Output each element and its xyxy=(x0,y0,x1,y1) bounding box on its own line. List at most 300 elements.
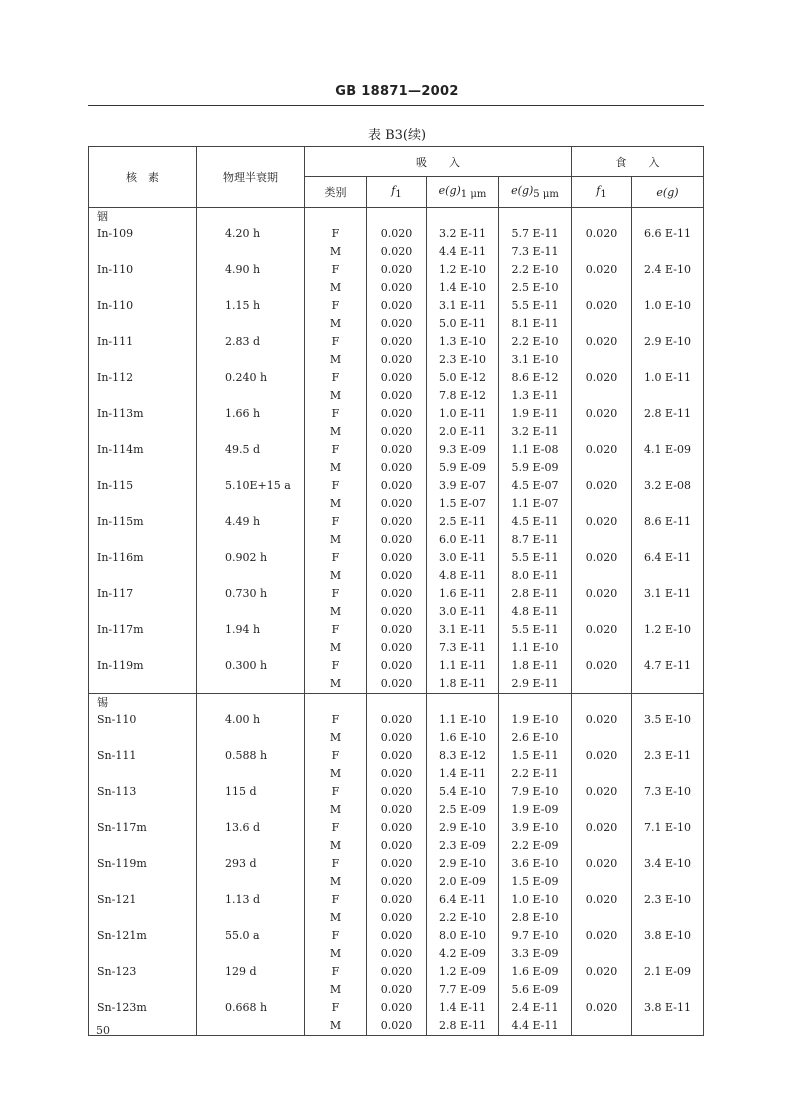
table-row xyxy=(89,585,704,603)
f1-ingestion-cell: 0.020 xyxy=(572,477,632,495)
eg-ingestion-cell: 4.7 E-11 xyxy=(632,657,704,675)
dose-coefficient-table xyxy=(88,146,704,1036)
type-cell: F xyxy=(305,927,367,945)
type-cell: F xyxy=(305,297,367,315)
f1-inhalation-cell: 0.020 xyxy=(367,477,427,495)
half-life-cell: 1.15 h xyxy=(197,297,305,315)
eg-1um-cell: 5.0 E-11 xyxy=(427,315,499,333)
table-row xyxy=(89,675,704,694)
f1-ingestion-cell xyxy=(572,675,632,694)
eg-1um-cell: 2.9 E-10 xyxy=(427,819,499,837)
eg-ingestion-cell xyxy=(632,1017,704,1036)
table-row xyxy=(89,945,704,963)
half-life-cell xyxy=(197,531,305,549)
eg-ingestion-cell xyxy=(632,873,704,891)
f1-inhalation-cell: 0.020 xyxy=(367,441,427,459)
f1-ingestion-cell xyxy=(572,639,632,657)
eg-5um-cell: 1.1 E-10 xyxy=(499,639,572,657)
f1-ingestion-cell xyxy=(572,729,632,747)
f1-inhalation-cell: 0.020 xyxy=(367,801,427,819)
eg-1um-cell: 8.0 E-10 xyxy=(427,927,499,945)
table-row xyxy=(89,477,704,495)
eg-ingestion-cell xyxy=(632,801,704,819)
eg-1um-cell: 3.0 E-11 xyxy=(427,549,499,567)
eg-5um-cell: 4.4 E-11 xyxy=(499,1017,572,1036)
type-cell: M xyxy=(305,909,367,927)
f1-ingestion-cell: 0.020 xyxy=(572,891,632,909)
half-life-cell xyxy=(197,909,305,927)
eg-ingestion-cell: 3.1 E-11 xyxy=(632,585,704,603)
table-row xyxy=(89,801,704,819)
f1-inhalation-cell: 0.020 xyxy=(367,819,427,837)
nuclide-cell: In-114m xyxy=(89,441,197,459)
eg-1um-cell: 2.0 E-11 xyxy=(427,423,499,441)
eg-ingestion-cell xyxy=(632,981,704,999)
col-header-f1-inhalation: $f_1$ xyxy=(367,177,427,208)
f1-inhalation-cell: 0.020 xyxy=(367,567,427,585)
table-row xyxy=(89,441,704,459)
f1-inhalation-cell: 0.020 xyxy=(367,1017,427,1036)
eg-5um-cell: 1.1 E-07 xyxy=(499,495,572,513)
half-life-cell xyxy=(197,279,305,297)
col-header-type: 类别 xyxy=(305,177,367,208)
half-life-cell: 0.902 h xyxy=(197,549,305,567)
f1-inhalation-cell: 0.020 xyxy=(367,387,427,405)
eg-ingestion-cell: 2.4 E-10 xyxy=(632,261,704,279)
col-header-eg-1um: $e(g)_{1 \mu m}$ xyxy=(427,177,499,208)
eg-1um-cell: 1.4 E-11 xyxy=(427,765,499,783)
eg-1um-cell: 5.9 E-09 xyxy=(427,459,499,477)
half-life-cell xyxy=(197,243,305,261)
half-life-cell: 55.0 a xyxy=(197,927,305,945)
half-life-cell: 293 d xyxy=(197,855,305,873)
eg-1um-cell: 2.8 E-11 xyxy=(427,1017,499,1036)
eg-ingestion-cell xyxy=(632,639,704,657)
f1-inhalation-cell: 0.020 xyxy=(367,639,427,657)
f1-inhalation-cell: 0.020 xyxy=(367,549,427,567)
eg-5um-cell: 1.3 E-11 xyxy=(499,387,572,405)
f1-inhalation-cell: 0.020 xyxy=(367,351,427,369)
eg-ingestion-cell: 6.6 E-11 xyxy=(632,225,704,243)
eg-1um-cell: 4.4 E-11 xyxy=(427,243,499,261)
f1-inhalation-cell: 0.020 xyxy=(367,369,427,387)
table-row xyxy=(89,531,704,549)
half-life-cell: 4.90 h xyxy=(197,261,305,279)
table-caption: 表 B3(续) xyxy=(367,128,427,143)
f1-inhalation-cell: 0.020 xyxy=(367,711,427,729)
eg-5um-cell: 3.9 E-10 xyxy=(499,819,572,837)
nuclide-cell: Sn-117m xyxy=(89,819,197,837)
nuclide-cell: In-115m xyxy=(89,513,197,531)
table-row xyxy=(89,891,704,909)
f1-ingestion-cell: 0.020 xyxy=(572,927,632,945)
nuclide-cell xyxy=(89,495,197,513)
f1-ingestion-cell xyxy=(572,495,632,513)
f1-inhalation-cell: 0.020 xyxy=(367,675,427,694)
nuclide-cell: Sn-113 xyxy=(89,783,197,801)
table-row xyxy=(89,999,704,1017)
eg-ingestion-cell: 3.8 E-10 xyxy=(632,927,704,945)
f1-inhalation-cell: 0.020 xyxy=(367,873,427,891)
eg-1um-cell: 2.2 E-10 xyxy=(427,909,499,927)
nuclide-cell xyxy=(89,837,197,855)
type-cell: M xyxy=(305,801,367,819)
f1-inhalation-cell: 0.020 xyxy=(367,513,427,531)
f1-inhalation-cell: 0.020 xyxy=(367,243,427,261)
eg-1um-cell: 1.4 E-11 xyxy=(427,999,499,1017)
eg-5um-cell: 4.8 E-11 xyxy=(499,603,572,621)
eg-ingestion-cell xyxy=(632,837,704,855)
eg-1um-cell: 3.2 E-11 xyxy=(427,225,499,243)
f1-inhalation-cell: 0.020 xyxy=(367,405,427,423)
eg-ingestion-cell: 1.0 E-10 xyxy=(632,297,704,315)
eg-5um-cell: 2.2 E-09 xyxy=(499,837,572,855)
eg-ingestion-cell: 6.4 E-11 xyxy=(632,549,704,567)
half-life-cell: 4.20 h xyxy=(197,225,305,243)
type-cell: F xyxy=(305,549,367,567)
table-row xyxy=(89,369,704,387)
table-row xyxy=(89,783,704,801)
table-row xyxy=(89,855,704,873)
type-cell: M xyxy=(305,387,367,405)
f1-ingestion-cell xyxy=(572,873,632,891)
half-life-cell xyxy=(197,351,305,369)
eg-5um-cell: 1.8 E-11 xyxy=(499,657,572,675)
table-row xyxy=(89,459,704,477)
eg-ingestion-cell xyxy=(632,243,704,261)
nuclide-cell xyxy=(89,531,197,549)
page-number: 50 xyxy=(96,1024,110,1037)
eg-ingestion-cell xyxy=(632,387,704,405)
type-cell: M xyxy=(305,315,367,333)
nuclide-cell xyxy=(89,387,197,405)
type-cell: M xyxy=(305,243,367,261)
table-row xyxy=(89,639,704,657)
type-cell: M xyxy=(305,675,367,694)
eg-ingestion-cell: 2.1 E-09 xyxy=(632,963,704,981)
type-cell: M xyxy=(305,459,367,477)
f1-ingestion-cell xyxy=(572,765,632,783)
nuclide-cell: In-113m xyxy=(89,405,197,423)
half-life-cell xyxy=(197,423,305,441)
table-row xyxy=(89,819,704,837)
nuclide-cell: In-112 xyxy=(89,369,197,387)
f1-inhalation-cell: 0.020 xyxy=(367,783,427,801)
f1-ingestion-cell xyxy=(572,1017,632,1036)
eg-5um-cell: 5.5 E-11 xyxy=(499,549,572,567)
eg-5um-cell: 2.4 E-11 xyxy=(499,999,572,1017)
col-header-half-life: 物理半衰期 xyxy=(197,147,305,208)
f1-ingestion-cell xyxy=(572,603,632,621)
type-cell: M xyxy=(305,279,367,297)
f1-inhalation-cell: 0.020 xyxy=(367,279,427,297)
half-life-cell xyxy=(197,603,305,621)
table-row xyxy=(89,837,704,855)
nuclide-cell: Sn-119m xyxy=(89,855,197,873)
type-cell: F xyxy=(305,369,367,387)
f1-ingestion-cell xyxy=(572,837,632,855)
f1-inhalation-cell: 0.020 xyxy=(367,261,427,279)
f1-ingestion-cell xyxy=(572,315,632,333)
type-cell: M xyxy=(305,765,367,783)
type-cell: F xyxy=(305,963,367,981)
nuclide-cell: In-117 xyxy=(89,585,197,603)
nuclide-cell xyxy=(89,945,197,963)
f1-ingestion-cell xyxy=(572,801,632,819)
table-row xyxy=(89,279,704,297)
eg-1um-cell: 9.3 E-09 xyxy=(427,441,499,459)
nuclide-cell: In-110 xyxy=(89,261,197,279)
eg-ingestion-cell: 3.8 E-11 xyxy=(632,999,704,1017)
type-cell: F xyxy=(305,999,367,1017)
nuclide-cell xyxy=(89,423,197,441)
eg-ingestion-cell: 7.1 E-10 xyxy=(632,819,704,837)
f1-inhalation-cell: 0.020 xyxy=(367,729,427,747)
half-life-cell xyxy=(197,567,305,585)
f1-ingestion-cell: 0.020 xyxy=(572,855,632,873)
half-life-cell: 4.49 h xyxy=(197,513,305,531)
table-row xyxy=(89,495,704,513)
type-cell: M xyxy=(305,423,367,441)
f1-inhalation-cell: 0.020 xyxy=(367,855,427,873)
eg-5um-cell: 3.1 E-10 xyxy=(499,351,572,369)
eg-ingestion-cell xyxy=(632,495,704,513)
nuclide-cell: In-109 xyxy=(89,225,197,243)
half-life-cell xyxy=(197,315,305,333)
eg-1um-cell: 2.0 E-09 xyxy=(427,873,499,891)
type-cell: F xyxy=(305,477,367,495)
f1-ingestion-cell xyxy=(572,351,632,369)
f1-ingestion-cell: 0.020 xyxy=(572,333,632,351)
eg-5um-cell: 1.6 E-09 xyxy=(499,963,572,981)
eg-1um-cell: 1.2 E-09 xyxy=(427,963,499,981)
f1-ingestion-cell: 0.020 xyxy=(572,513,632,531)
type-cell: M xyxy=(305,1017,367,1036)
f1-ingestion-cell: 0.020 xyxy=(572,261,632,279)
f1-inhalation-cell: 0.020 xyxy=(367,657,427,675)
eg-1um-cell: 2.3 E-10 xyxy=(427,351,499,369)
table-row xyxy=(89,387,704,405)
eg-ingestion-cell xyxy=(632,567,704,585)
eg-1um-cell: 2.9 E-10 xyxy=(427,855,499,873)
nuclide-cell xyxy=(89,459,197,477)
f1-ingestion-cell: 0.020 xyxy=(572,819,632,837)
eg-1um-cell: 3.0 E-11 xyxy=(427,603,499,621)
table-row xyxy=(89,981,704,999)
table-row xyxy=(89,927,704,945)
nuclide-cell: Sn-123 xyxy=(89,963,197,981)
eg-1um-cell: 1.4 E-10 xyxy=(427,279,499,297)
eg-1um-cell: 7.8 E-12 xyxy=(427,387,499,405)
eg-1um-cell: 1.1 E-10 xyxy=(427,711,499,729)
f1-inhalation-cell: 0.020 xyxy=(367,765,427,783)
eg-5um-cell: 2.2 E-10 xyxy=(499,261,572,279)
type-cell: F xyxy=(305,711,367,729)
f1-ingestion-cell: 0.020 xyxy=(572,585,632,603)
table-row xyxy=(89,513,704,531)
eg-ingestion-cell xyxy=(632,279,704,297)
eg-ingestion-cell: 3.4 E-10 xyxy=(632,855,704,873)
eg-ingestion-cell xyxy=(632,729,704,747)
table-row xyxy=(89,225,704,243)
f1-inhalation-cell: 0.020 xyxy=(367,315,427,333)
eg-5um-cell: 8.6 E-12 xyxy=(499,369,572,387)
f1-inhalation-cell: 0.020 xyxy=(367,945,427,963)
f1-inhalation-cell: 0.020 xyxy=(367,495,427,513)
type-cell: F xyxy=(305,891,367,909)
nuclide-cell: Sn-111 xyxy=(89,747,197,765)
eg-5um-cell: 1.9 E-10 xyxy=(499,711,572,729)
f1-ingestion-cell xyxy=(572,387,632,405)
nuclide-cell xyxy=(89,351,197,369)
eg-5um-cell: 1.5 E-11 xyxy=(499,747,572,765)
eg-5um-cell: 7.9 E-10 xyxy=(499,783,572,801)
type-cell: F xyxy=(305,405,367,423)
half-life-cell: 0.730 h xyxy=(197,585,305,603)
table-row xyxy=(89,621,704,639)
nuclide-cell: In-110 xyxy=(89,297,197,315)
eg-1um-cell: 1.5 E-07 xyxy=(427,495,499,513)
eg-5um-cell: 2.8 E-10 xyxy=(499,909,572,927)
type-cell: M xyxy=(305,495,367,513)
f1-inhalation-cell: 0.020 xyxy=(367,981,427,999)
eg-ingestion-cell: 2.3 E-11 xyxy=(632,747,704,765)
type-cell: F xyxy=(305,333,367,351)
f1-ingestion-cell: 0.020 xyxy=(572,747,632,765)
eg-ingestion-cell xyxy=(632,531,704,549)
nuclide-cell: Sn-121m xyxy=(89,927,197,945)
nuclide-cell xyxy=(89,279,197,297)
eg-1um-cell: 4.2 E-09 xyxy=(427,945,499,963)
eg-ingestion-cell xyxy=(632,603,704,621)
half-life-cell: 4.00 h xyxy=(197,711,305,729)
eg-5um-cell: 2.2 E-10 xyxy=(499,333,572,351)
col-header-nuclide: 核 素 xyxy=(89,147,197,208)
eg-1um-cell: 2.5 E-09 xyxy=(427,801,499,819)
half-life-cell: 0.668 h xyxy=(197,999,305,1017)
f1-inhalation-cell: 0.020 xyxy=(367,621,427,639)
nuclide-cell xyxy=(89,603,197,621)
eg-5um-cell: 1.9 E-09 xyxy=(499,801,572,819)
half-life-cell xyxy=(197,873,305,891)
type-cell: F xyxy=(305,261,367,279)
eg-1um-cell: 8.3 E-12 xyxy=(427,747,499,765)
half-life-cell: 0.300 h xyxy=(197,657,305,675)
half-life-cell: 0.588 h xyxy=(197,747,305,765)
f1-inhalation-cell: 0.020 xyxy=(367,585,427,603)
f1-ingestion-cell: 0.020 xyxy=(572,441,632,459)
nuclide-cell: In-119m xyxy=(89,657,197,675)
f1-inhalation-cell: 0.020 xyxy=(367,531,427,549)
half-life-cell: 1.13 d xyxy=(197,891,305,909)
nuclide-cell xyxy=(89,315,197,333)
eg-1um-cell: 1.1 E-11 xyxy=(427,657,499,675)
eg-5um-cell: 1.5 E-09 xyxy=(499,873,572,891)
half-life-cell: 49.5 d xyxy=(197,441,305,459)
eg-5um-cell: 3.2 E-11 xyxy=(499,423,572,441)
f1-ingestion-cell: 0.020 xyxy=(572,405,632,423)
eg-1um-cell: 3.9 E-07 xyxy=(427,477,499,495)
eg-5um-cell: 8.1 E-11 xyxy=(499,315,572,333)
half-life-cell: 13.6 d xyxy=(197,819,305,837)
eg-5um-cell: 8.7 E-11 xyxy=(499,531,572,549)
eg-5um-cell: 7.3 E-11 xyxy=(499,243,572,261)
eg-5um-cell: 9.7 E-10 xyxy=(499,927,572,945)
type-cell: M xyxy=(305,945,367,963)
type-cell: M xyxy=(305,729,367,747)
eg-ingestion-cell: 1.2 E-10 xyxy=(632,621,704,639)
f1-inhalation-cell: 0.020 xyxy=(367,603,427,621)
half-life-cell: 115 d xyxy=(197,783,305,801)
nuclide-cell xyxy=(89,909,197,927)
eg-5um-cell: 5.9 E-09 xyxy=(499,459,572,477)
nuclide-cell: In-117m xyxy=(89,621,197,639)
f1-ingestion-cell: 0.020 xyxy=(572,225,632,243)
table-row xyxy=(89,351,704,369)
eg-ingestion-cell: 3.2 E-08 xyxy=(632,477,704,495)
half-life-cell: 1.66 h xyxy=(197,405,305,423)
table-row xyxy=(89,909,704,927)
element-group-label: 铟 xyxy=(89,208,197,226)
eg-ingestion-cell: 1.0 E-11 xyxy=(632,369,704,387)
eg-5um-cell: 1.9 E-11 xyxy=(499,405,572,423)
nuclide-cell xyxy=(89,981,197,999)
eg-5um-cell: 5.7 E-11 xyxy=(499,225,572,243)
half-life-cell xyxy=(197,945,305,963)
table-row xyxy=(89,873,704,891)
eg-1um-cell: 1.6 E-10 xyxy=(427,729,499,747)
eg-5um-cell: 2.6 E-10 xyxy=(499,729,572,747)
eg-5um-cell: 5.6 E-09 xyxy=(499,981,572,999)
f1-ingestion-cell: 0.020 xyxy=(572,297,632,315)
f1-ingestion-cell: 0.020 xyxy=(572,711,632,729)
f1-inhalation-cell: 0.020 xyxy=(367,747,427,765)
table-row xyxy=(89,657,704,675)
document-code-header: GB 18871—2002 xyxy=(335,84,459,99)
header-rule xyxy=(88,105,704,106)
f1-inhalation-cell: 0.020 xyxy=(367,225,427,243)
f1-ingestion-cell: 0.020 xyxy=(572,657,632,675)
type-cell: M xyxy=(305,837,367,855)
eg-ingestion-cell xyxy=(632,459,704,477)
table-row xyxy=(89,711,704,729)
eg-5um-cell: 8.0 E-11 xyxy=(499,567,572,585)
half-life-cell xyxy=(197,639,305,657)
half-life-cell xyxy=(197,981,305,999)
half-life-cell xyxy=(197,1017,305,1036)
type-cell: M xyxy=(305,981,367,999)
eg-ingestion-cell: 4.1 E-09 xyxy=(632,441,704,459)
eg-ingestion-cell: 3.5 E-10 xyxy=(632,711,704,729)
f1-ingestion-cell xyxy=(572,423,632,441)
type-cell: F xyxy=(305,783,367,801)
eg-5um-cell: 1.1 E-08 xyxy=(499,441,572,459)
table-row xyxy=(89,423,704,441)
half-life-cell xyxy=(197,675,305,694)
f1-ingestion-cell xyxy=(572,279,632,297)
eg-1um-cell: 5.0 E-12 xyxy=(427,369,499,387)
nuclide-cell xyxy=(89,243,197,261)
f1-inhalation-cell: 0.020 xyxy=(367,423,427,441)
f1-inhalation-cell: 0.020 xyxy=(367,837,427,855)
nuclide-cell: In-116m xyxy=(89,549,197,567)
eg-5um-cell: 5.5 E-11 xyxy=(499,297,572,315)
f1-ingestion-cell: 0.020 xyxy=(572,963,632,981)
col-header-f1-ingestion: $f_1$ xyxy=(572,177,632,208)
eg-5um-cell: 2.9 E-11 xyxy=(499,675,572,694)
nuclide-cell xyxy=(89,639,197,657)
table-row xyxy=(89,243,704,261)
